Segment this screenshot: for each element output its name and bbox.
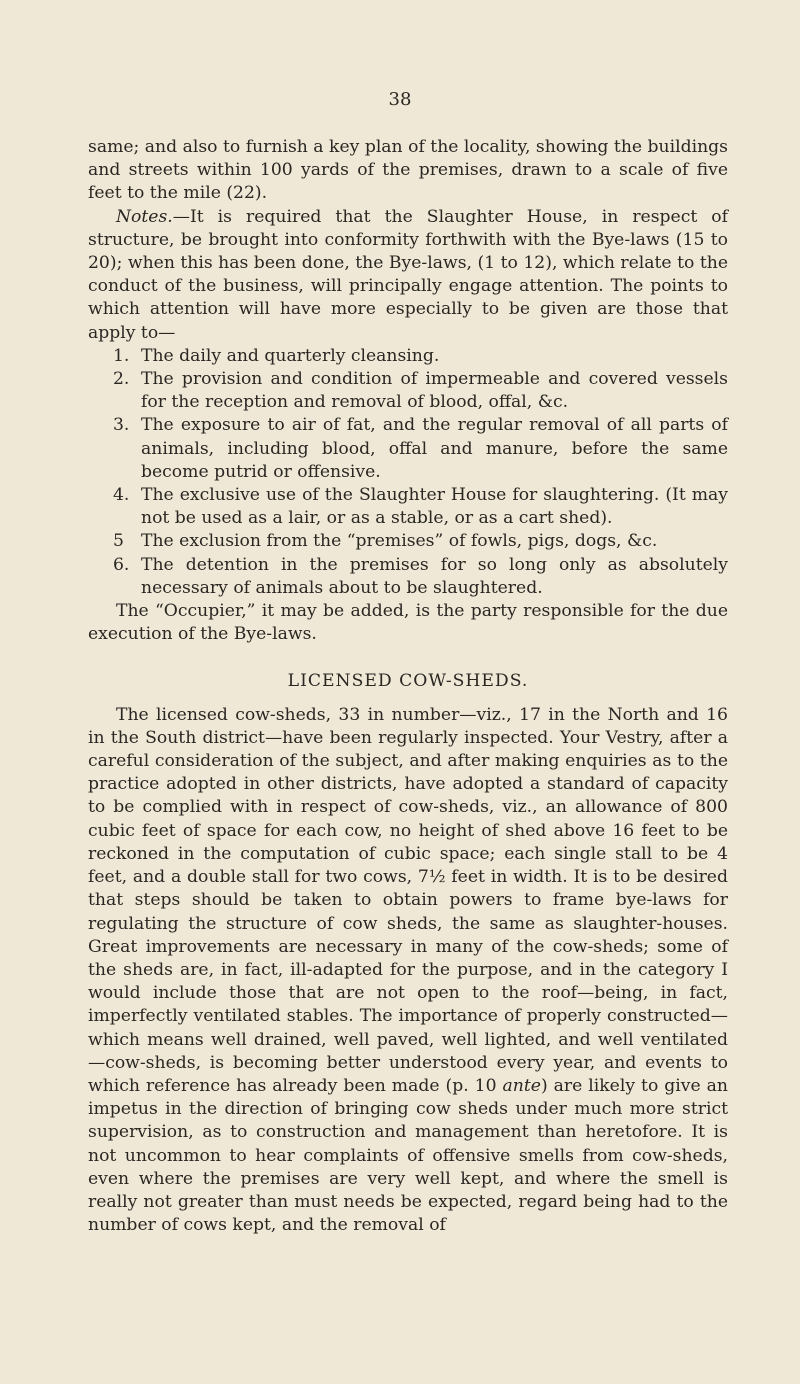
item-number: 4.	[113, 485, 130, 506]
intro-paragraph: same; and also to furnish a key plan of the locality, showing the buildings and streets within 100 yards of the premises, drawn to a scale of five feet to the mile (22).	[88, 137, 728, 204]
item-text: The detention in the premises for so long only as absolutely necessary of animals about to be slaughtered.	[141, 554, 728, 598]
item-number: 1.	[113, 345, 130, 366]
page-number: 38	[388, 89, 412, 110]
notes-label: Notes.	[116, 206, 173, 227]
item-text: The exposure to air of fat, and the regular removal of all parts of animals, including blood, offal and manure, before the same become putrid or offensive.	[141, 415, 728, 482]
list-item	[88, 484, 728, 530]
item-number: 2.	[113, 369, 130, 390]
cowsheds-text-1: The licensed cow-sheds, 33 in number—viz., 17 in the North and 16 in the South district—have been regularly inspected. Your Vestry, after a careful consideration of the subject, and after making enquiries as to the practice adopted in other districts, have adopted a standard of capacity to be complied with in respect of cow-sheds, viz., an allowance of 800 cubic feet of space for each cow, no height of shed above 16 feet to be reckoned in the computation of cubic space; each single stall to be 4 feet, and a double stall for two cows, 7½ feet in width. It is to be desired that steps should be taken to obtain powers to frame bye-laws for regulating the structure of cow sheds, the same as slaughter-houses. Great improvements are necessary in many of the cow-sheds; some of the sheds are, in fact, ill-adapted for the purpose, and in the category I would include those that are not open to the roof—being, in fact, imperfectly ventilated stables. The importance of properly constructed—which means well drained, well paved, well lighted, and well ventilated—cow-sheds, is becoming better understood every year, and events to which reference has already been made (p. 10	[88, 704, 728, 1096]
notes-paragraph	[88, 206, 728, 345]
section-heading: LICENSED COW-SHEDS.	[287, 671, 529, 692]
list-item	[88, 345, 728, 368]
cowsheds-ante: ante	[502, 1075, 541, 1096]
occupier-paragraph: The “Occupier,” it may be added, is the party responsible for the due execution of the Bye-laws.	[88, 601, 728, 645]
item-text: The exclusion from the “premises” of fowls, pigs, dogs, &c.	[141, 531, 658, 552]
list-item	[88, 530, 728, 553]
item-number: 6.	[113, 554, 130, 575]
item-text: The daily and quarterly cleansing.	[141, 345, 440, 366]
notes-text: —It is required that the Slaughter House, in respect of structure, be brought into conformity forthwith with the Bye-laws (15 to 20); when this has been done, the Bye-laws, (1 to 12), which relate to the conduct of the business, will principally engage attention. The points to which attention will have more especially to be given are those that apply to—	[88, 206, 728, 343]
item-text: The exclusive use of the Slaughter House for slaughtering. (It may not be used as a lair, or as a stable, or as a cart shed).	[141, 485, 728, 529]
item-number: 3.	[113, 415, 130, 436]
page-body	[88, 136, 728, 1237]
list-item	[88, 368, 728, 414]
cowsheds-paragraph	[88, 704, 728, 1238]
item-text: The provision and condition of impermeable and covered vessels for the reception and removal of blood, offal, &c.	[141, 369, 728, 413]
list-item	[88, 554, 728, 600]
list-item	[88, 414, 728, 484]
item-number: 5	[113, 531, 124, 552]
cowsheds-text-2: ) are likely to give an impetus in the direction of bringing cow sheds under much more strict supervision, as to construction and management than heretofore. It is not uncommon to hear complaints of offensive smells from cow-sheds, even where the premises are very well kept, and where the smell is really not greater than must needs be expected, regard being had to the number of cows kept, and the removal of	[88, 1075, 728, 1236]
